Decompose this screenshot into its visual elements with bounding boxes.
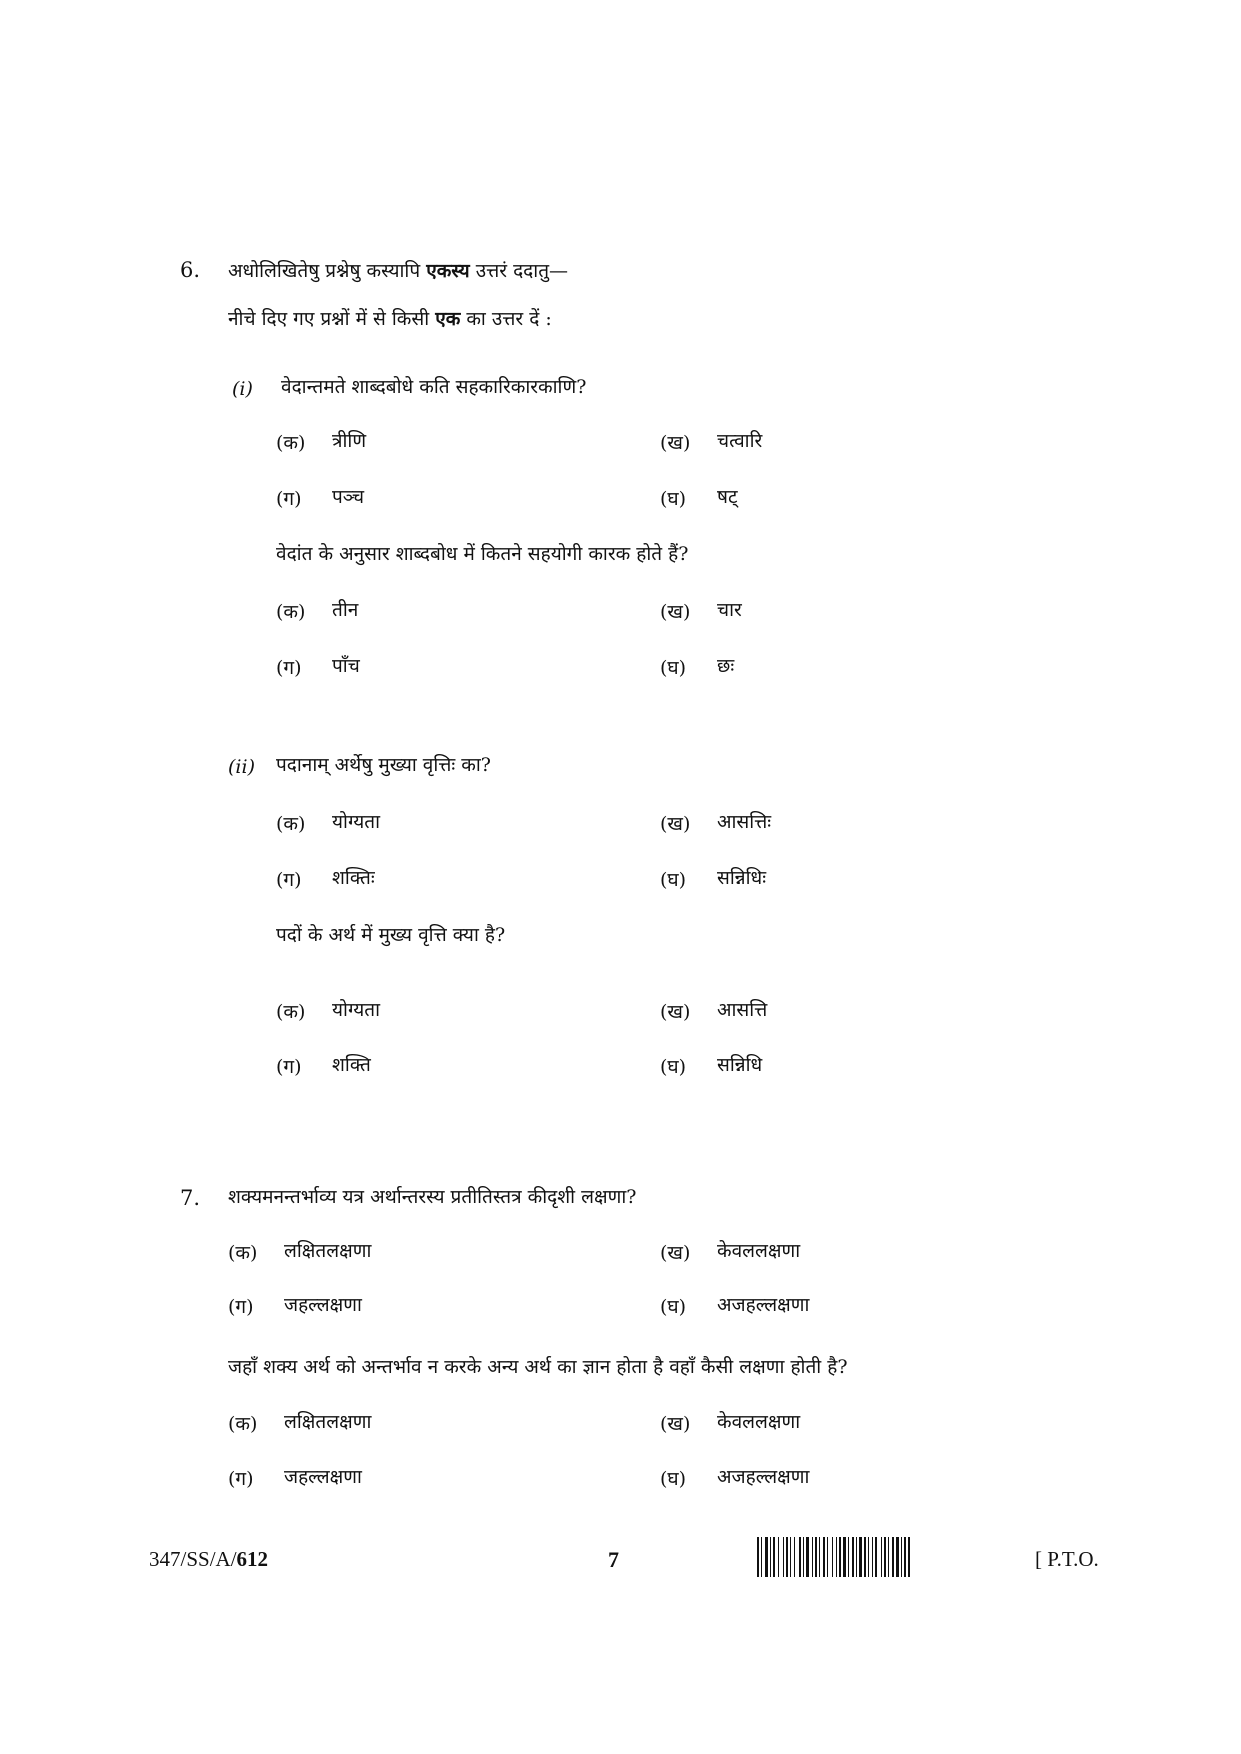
option-text: शक्तिः (332, 867, 375, 889)
option-key: (क) (276, 813, 306, 835)
subquestion-hindi: पदों के अर्थ में मुख्य वृत्ति क्या है? (276, 924, 506, 946)
option-text: अजहल्लक्षणा (717, 1294, 810, 1316)
option-text: योग्यता (332, 999, 381, 1021)
option-text: सन्निधिः (717, 867, 767, 889)
option-text: चार (717, 599, 742, 621)
option-key: (ख) (660, 432, 691, 454)
option-text: योग्यता (332, 811, 381, 833)
option-text: चत्वारि (717, 430, 763, 452)
option-text: अजहल्लक्षणा (717, 1466, 810, 1488)
option-text: जहल्लक्षणा (284, 1294, 362, 1316)
option-text: जहल्लक्षणा (284, 1466, 362, 1488)
paper-code-prefix: 347/SS/A/ (149, 1547, 237, 1571)
option-key: (ग) (276, 657, 302, 679)
option-key: (घ) (660, 488, 687, 510)
page-number: 7 (608, 1547, 619, 1572)
option-text: तीन (332, 599, 359, 621)
option-text: शक्ति (332, 1054, 371, 1076)
instruction-sanskrit (228, 257, 568, 283)
paper-code-number: 612 (236, 1547, 269, 1571)
option-key: (ख) (660, 1242, 691, 1264)
option-key: (ग) (276, 1056, 302, 1078)
option-text: लक्षितलक्षणा (284, 1240, 372, 1262)
option-key: (ख) (660, 1413, 691, 1435)
option-key: (घ) (660, 869, 687, 891)
option-key: (घ) (660, 657, 687, 679)
option-text: छः (717, 655, 735, 677)
subquestion-hindi: वेदांत के अनुसार शाब्दबोध में कितने सहयोगी कारक होते हैं? (276, 543, 689, 565)
instruction-emphasis: एक (435, 308, 461, 330)
option-key: (ख) (660, 601, 691, 623)
option-text: आसत्तिः (717, 811, 772, 833)
question-number: 6. (180, 258, 201, 282)
option-key: (ख) (660, 813, 691, 835)
option-key: (ग) (276, 488, 302, 510)
pto-label: [ P.T.O. (1035, 1547, 1099, 1571)
instruction-text: नीचे दिए गए प्रश्नों में से किसी (228, 308, 436, 330)
barcode (757, 1537, 1019, 1577)
paper-code (149, 1547, 268, 1572)
instruction-hindi (228, 305, 552, 331)
instruction-text: का उत्तर दें : (460, 308, 552, 330)
option-key: (क) (276, 601, 306, 623)
option-text: पाँच (332, 655, 360, 677)
option-key: (क) (228, 1242, 258, 1264)
question-sanskrit: शक्यमनन्तर्भाव्य यत्र अर्थान्तरस्य प्रतीतिस्तत्र कीदृशी लक्षणा? (228, 1186, 637, 1208)
option-key: (ग) (228, 1468, 254, 1490)
option-key: (ग) (276, 869, 302, 891)
subquestion-sanskrit: वेदान्तमते शाब्दबोधे कति सहकारिकारकाणि? (281, 376, 587, 398)
option-key: (क) (276, 1001, 306, 1023)
option-text: केवललक्षणा (717, 1240, 801, 1262)
option-text: केवललक्षणा (717, 1411, 801, 1433)
option-key: (घ) (660, 1296, 687, 1318)
option-text: त्रीणि (332, 430, 367, 452)
option-text: षट् (717, 486, 738, 508)
option-text: सन्निधि (717, 1054, 763, 1076)
option-text: आसत्ति (717, 999, 768, 1021)
option-text: लक्षितलक्षणा (284, 1411, 372, 1433)
instruction-text: उत्तरं ददातु— (469, 260, 569, 282)
subquestion-sanskrit: पदानाम् अर्थेषु मुख्या वृत्तिः का? (276, 754, 491, 776)
instruction-text: अधोलिखितेषु प्रश्नेषु कस्यापि (228, 260, 427, 282)
subquestion-label: (i) (232, 378, 253, 400)
option-key: (ख) (660, 1001, 691, 1023)
option-key: (घ) (660, 1468, 687, 1490)
option-key: (क) (228, 1413, 258, 1435)
option-text: पञ्च (332, 486, 365, 508)
option-key: (ग) (228, 1296, 254, 1318)
question-number: 7. (180, 1186, 201, 1210)
option-key: (घ) (660, 1056, 687, 1078)
option-key: (क) (276, 432, 306, 454)
subquestion-label: (ii) (228, 756, 255, 778)
instruction-emphasis: एकस्य (426, 260, 470, 282)
question-hindi: जहाँ शक्य अर्थ को अन्तर्भाव न करके अन्य अर्थ का ज्ञान होता है वहाँ कैसी लक्षणा होती है? (228, 1356, 848, 1378)
